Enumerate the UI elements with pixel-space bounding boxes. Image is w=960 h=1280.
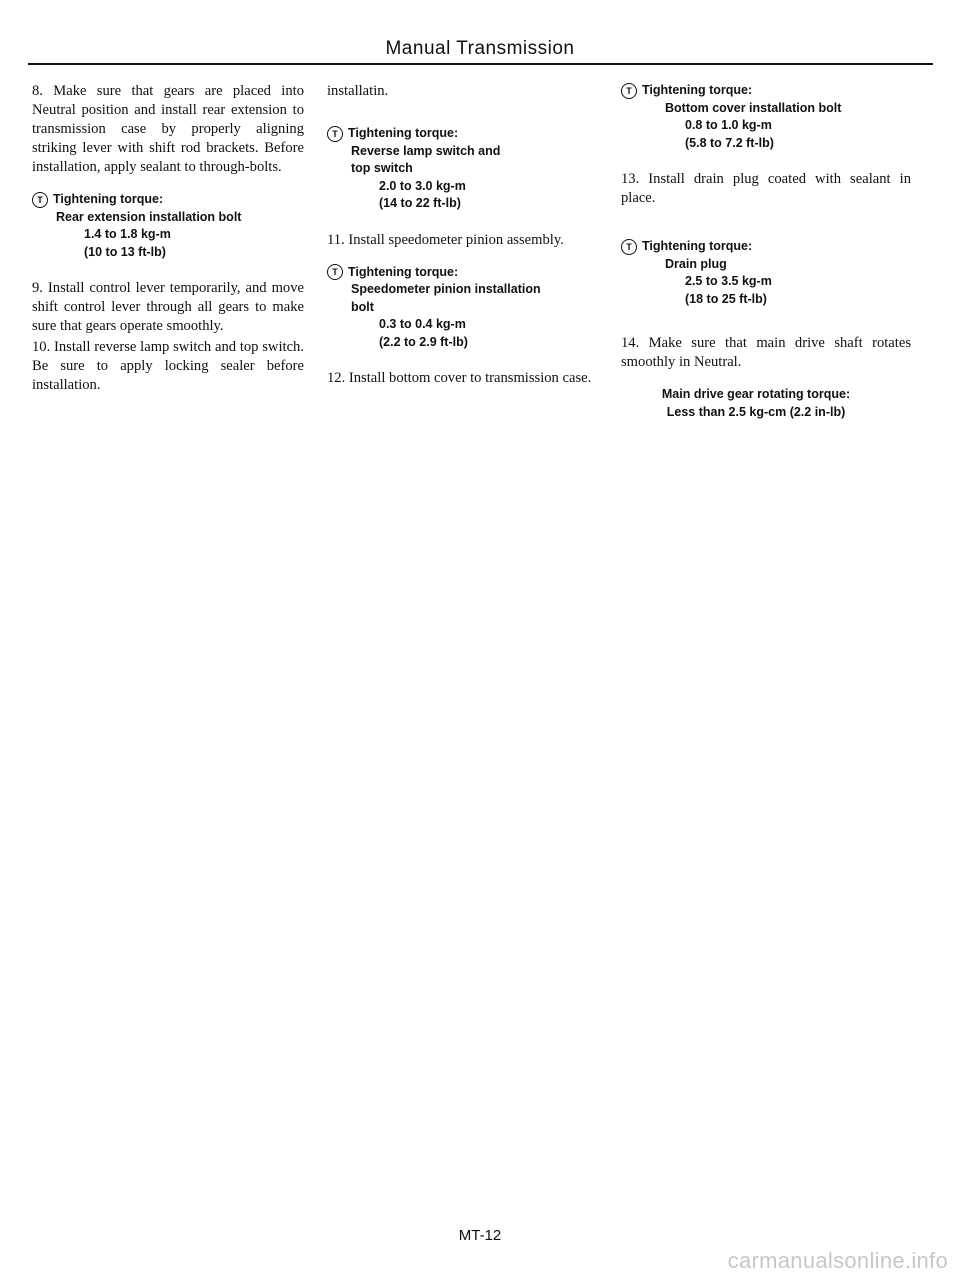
- torque-spec-reverse-lamp: [327, 125, 597, 213]
- spec-imperial: (5.8 to 7.2 ft-lb): [685, 135, 774, 150]
- spec-imperial: (2.2 to 2.9 ft-lb): [379, 334, 468, 349]
- spec-imperial: (14 to 22 ft-lb): [379, 196, 461, 210]
- column-middle: [327, 82, 597, 390]
- step-13: 13. Install drain plug coated with sealant in place.: [621, 171, 911, 206]
- spec-metric: 2.0 to 3.0 kg-m: [379, 178, 466, 193]
- spec-value: Less than 2.5 kg-cm (2.2 in-lb): [666, 404, 846, 419]
- spec-item: top switch: [351, 161, 413, 175]
- header-rule: [28, 63, 933, 65]
- spec-label: Tightening torque:: [348, 126, 459, 140]
- spec-item: Drain plug: [665, 256, 727, 271]
- spec-label: Tightening torque:: [348, 264, 459, 279]
- spec-label: Main drive gear rotating torque:: [661, 387, 851, 401]
- step-10-continued: installatin.: [327, 83, 389, 99]
- rotating-torque-spec: [621, 386, 911, 421]
- spec-metric: 0.8 to 1.0 kg-m: [685, 118, 772, 132]
- spec-item: bolt: [351, 299, 374, 314]
- torque-icon: T: [327, 126, 343, 142]
- spec-item: Bottom cover installation bolt: [665, 100, 842, 115]
- spec-item: Reverse lamp switch and: [351, 143, 501, 158]
- spec-item: Rear extension installation bolt: [56, 209, 242, 224]
- torque-icon: T: [621, 83, 637, 99]
- spec-metric: 0.3 to 0.4 kg-m: [379, 317, 466, 331]
- step-14: 14. Make sure that main drive shaft rotates smoothly in Neutral.: [621, 335, 911, 370]
- spec-metric: 2.5 to 3.5 kg-m: [685, 274, 772, 288]
- spec-imperial: (18 to 25 ft-lb): [685, 291, 767, 306]
- watermark: carmanualsonline.info: [727, 1248, 948, 1273]
- spec-item: Speedometer pinion installation: [351, 282, 541, 296]
- step-12: 12. Install bottom cover to transmission case.: [327, 370, 592, 386]
- step-8: 8. Make sure that gears are placed into Neutral position and install rear extension to transmission case by properly aligning striking lever with shift rod brackets. Before installation, apply sealant to through-bolts.: [32, 83, 304, 175]
- column-right: [621, 82, 911, 439]
- torque-spec-rear-extension: [32, 191, 304, 261]
- torque-spec-drain-plug: [621, 238, 911, 308]
- spec-imperial: (10 to 13 ft-lb): [84, 244, 166, 259]
- torque-icon: T: [327, 264, 343, 280]
- step-10: 10. Install reverse lamp switch and top switch. Be sure to apply locking sealer before installation.: [32, 339, 304, 393]
- page-number: MT-12: [458, 1227, 502, 1244]
- spec-label: Tightening torque:: [53, 192, 164, 206]
- page-title: Manual Transmission: [385, 38, 575, 59]
- spec-label: Tightening torque:: [642, 239, 753, 253]
- torque-icon: T: [621, 239, 637, 255]
- spec-metric: 1.4 to 1.8 kg-m: [84, 227, 171, 241]
- torque-spec-bottom-cover: [621, 82, 911, 152]
- step-11: 11. Install speedometer pinion assembly.: [327, 231, 564, 248]
- column-left: [32, 82, 304, 397]
- step-9: 9. Install control lever temporarily, and move shift control lever through all gears to make sure that gears operate smoothly.: [32, 280, 304, 334]
- spec-label: Tightening torque:: [642, 83, 753, 97]
- torque-spec-speedometer: [327, 264, 597, 352]
- torque-icon: T: [32, 192, 48, 208]
